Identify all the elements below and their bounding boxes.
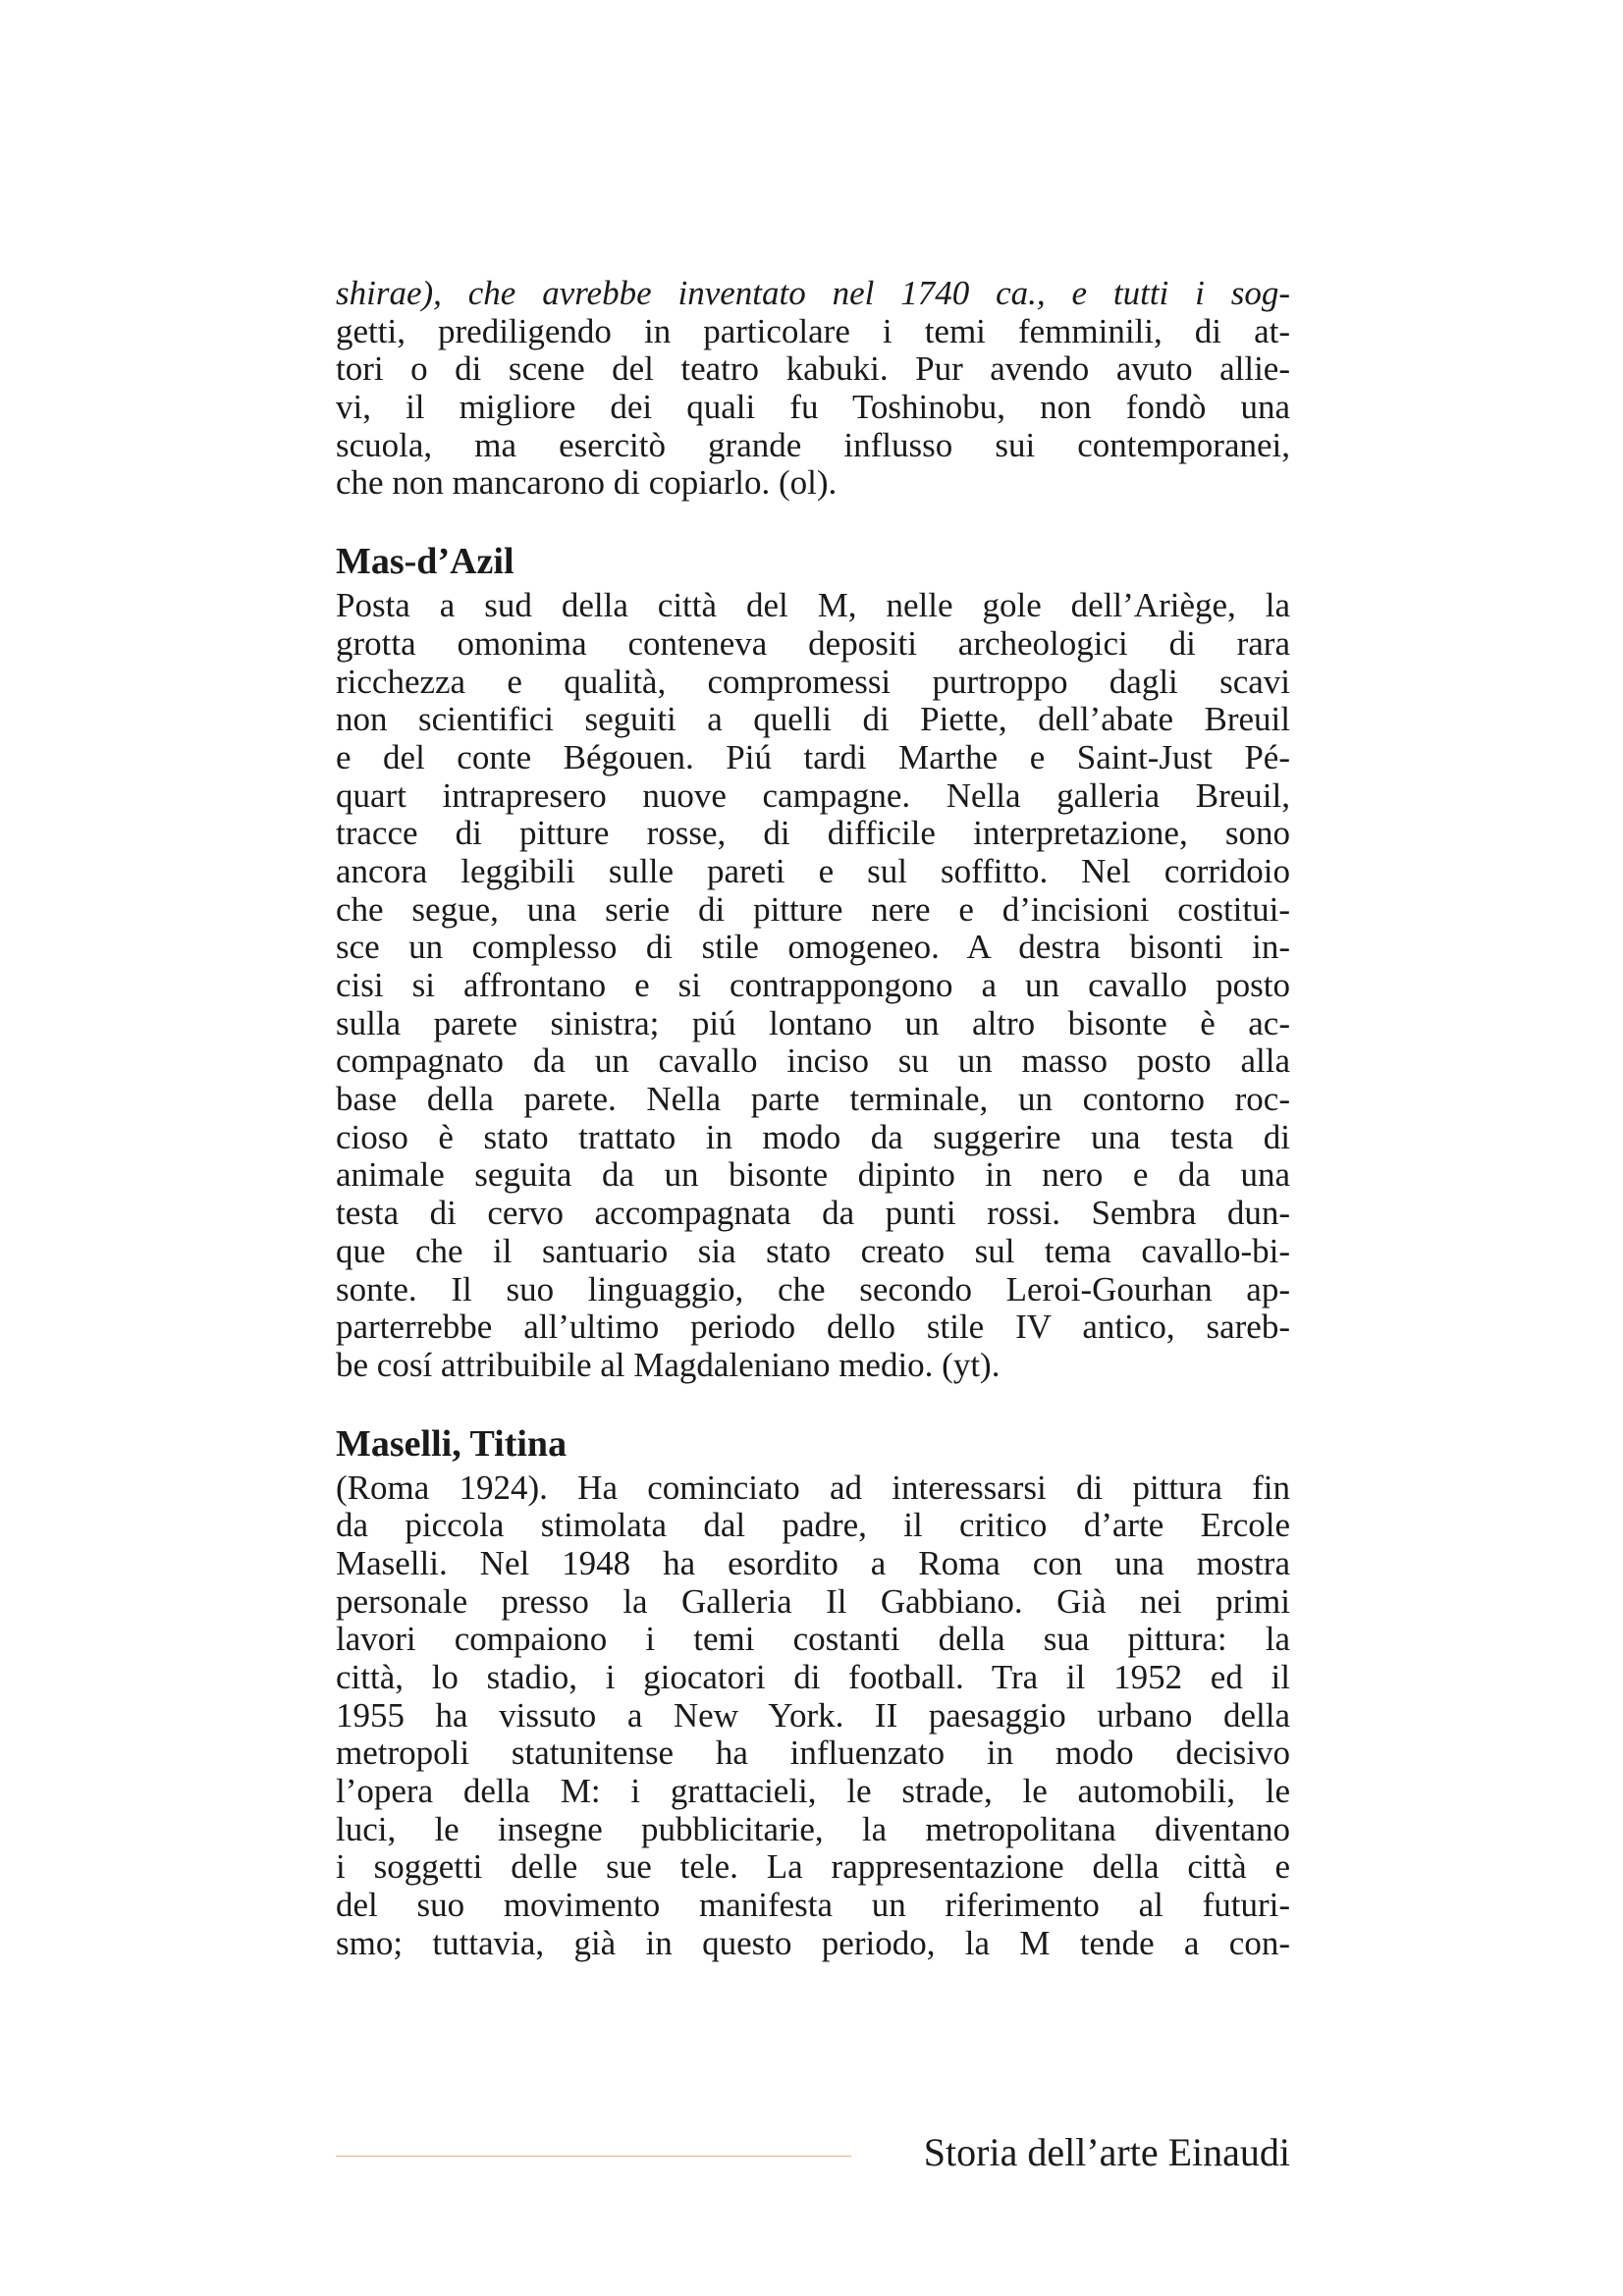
text-line: 1955 ha vissuto a New York. II paesaggio urbano della: [336, 1695, 1290, 1735]
text-line: personale presso la Galleria Il Gabbiano. Già nei primi: [336, 1581, 1290, 1621]
text-line: animale seguita da un bisonte dipinto in nero e da una: [336, 1155, 1290, 1195]
text-line: tracce di pitture rosse, di difficile interpretazione, sono: [336, 814, 1290, 853]
entry-heading: Maselli, Titina: [336, 1422, 568, 1465]
text-line: grotta omonima conteneva depositi archeologici di rara: [336, 623, 1290, 663]
text-line: be cosí attribuibile al Magdaleniano medio. (yt).: [336, 1345, 1001, 1384]
text-line: l’opera della M: i grattacieli, le strade, le automobili, le: [336, 1772, 1290, 1811]
page-body: [336, 275, 1290, 1963]
text-line: compagnato da un cavallo inciso su un masso posto alla: [336, 1041, 1290, 1081]
text-line: i soggetti delle sue tele. La rappresentazione della città e: [336, 1847, 1290, 1887]
text-line: vi, il migliore dei quali fu Toshinobu, non fondò una: [336, 388, 1290, 427]
text-line: luci, le insegne pubblicitarie, la metropolitana diventano: [336, 1809, 1290, 1848]
text-line: sulla parete sinistra; piú lontano un altro bisonte è ac-: [336, 1003, 1290, 1042]
text-line: Posta a sud della città del M, nelle gole dell’Ariège, la: [336, 586, 1290, 625]
text-line: (Roma 1924). Ha cominciato ad interessarsi di pittura fin: [336, 1468, 1290, 1507]
text-line: metropoli statunitense ha influenzato in modo decisivo: [336, 1734, 1290, 1773]
text-line: lavori compaiono i temi costanti della sua pittura: la: [336, 1620, 1290, 1659]
footer-rule: [336, 2156, 851, 2157]
entry-mas-d-azil: [336, 540, 1290, 1384]
text-line: tori o di scene del teatro kabuki. Pur avendo avuto allie-: [336, 349, 1290, 389]
text-line: che segue, una serie di pitture nere e d’incisioni costitui-: [336, 889, 1290, 929]
text-line: base della parete. Nella parte terminale, un contorno roc-: [336, 1080, 1290, 1119]
text-line: da piccola stimolata dal padre, il critico d’arte Ercole: [336, 1506, 1290, 1545]
text-line: testa di cervo accompagnata da punti rossi. Sembra dun-: [336, 1194, 1290, 1233]
text-line: sonte. Il suo linguaggio, che secondo Leroi-Gourhan ap-: [336, 1269, 1290, 1308]
text-line: smo; tuttavia, già in questo periodo, la M tende a con-: [336, 1923, 1290, 1962]
text-line: ricchezza e qualità, compromessi purtroppo dagli scavi: [336, 662, 1290, 701]
text-line: Maselli. Nel 1948 ha esordito a Roma con una mostra: [336, 1543, 1290, 1582]
entry-heading: Mas-d’Azil: [336, 541, 514, 583]
entry-continuation: [336, 275, 1290, 503]
text-line: getti, prediligendo in particolare i temi femminili, di at-: [336, 311, 1290, 350]
text-line: non scientifici seguiti a quelli di Piette, dell’abate Breuil: [336, 700, 1290, 739]
text-line: scuola, ma esercitò grande influsso sui contemporanei,: [336, 425, 1290, 464]
text-line: quart intrapresero nuove campagne. Nella galleria Breuil,: [336, 775, 1290, 815]
text-line: sce un complesso di stile omogeneo. A destra bisonti in-: [336, 928, 1290, 967]
text-line: ancora leggibili sulle pareti e sul soffitto. Nel corridoio: [336, 851, 1290, 890]
page-footer: [336, 2128, 1290, 2177]
text-line: città, lo stadio, i giocatori di football. Tra il 1952 ed il: [336, 1658, 1290, 1696]
text-line: e del conte Bégouen. Piú tardi Marthe e Saint-Just Pé-: [336, 737, 1290, 776]
text-line: que che il santuario sia stato creato sul tema cavallo-bi-: [336, 1231, 1290, 1270]
text-line: shirae), che avrebbe inventato nel 1740 ca., e tutti i sog-: [336, 274, 1290, 312]
entry-maselli-titina: [336, 1422, 1290, 1963]
text-line: parterrebbe all’ultimo periodo dello stile IV antico, sareb-: [336, 1308, 1290, 1347]
text-line: che non mancarono di copiarlo. (ol).: [336, 463, 838, 503]
footer-title: Storia dell’arte Einaudi: [923, 2130, 1290, 2174]
text-line: cisi si affrontano e si contrappongono a un cavallo posto: [336, 966, 1290, 1004]
text-line: cioso è stato trattato in modo da suggerire una testa di: [336, 1117, 1290, 1156]
text-line: del suo movimento manifesta un riferimento al futuri-: [336, 1886, 1290, 1925]
